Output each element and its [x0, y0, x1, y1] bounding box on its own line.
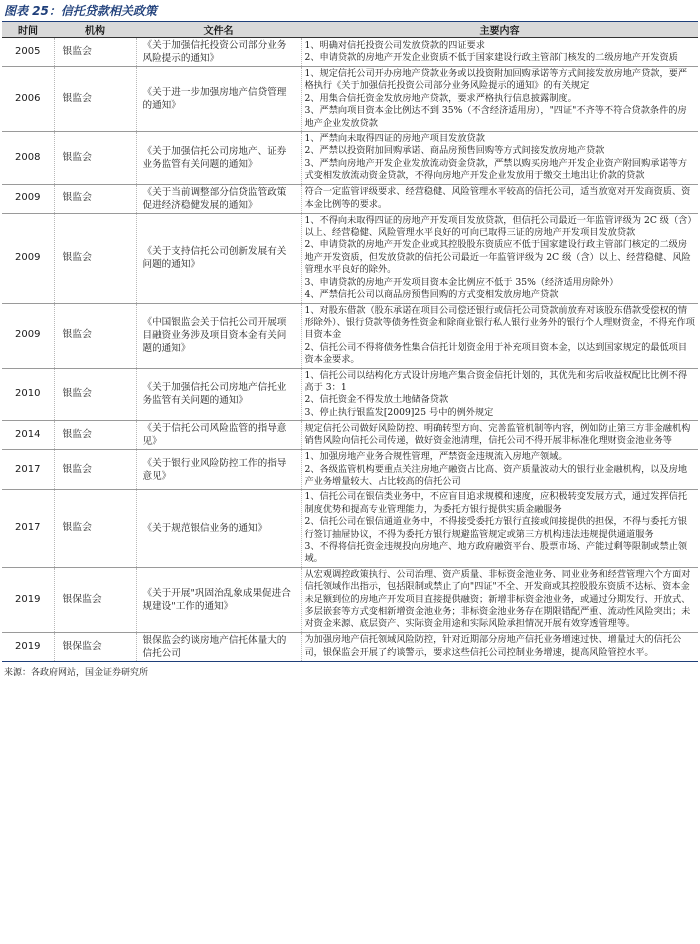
cell-org: 银监会 — [54, 67, 136, 132]
cell-content — [301, 303, 698, 368]
cell-org: 银监会 — [54, 303, 136, 368]
header-year: 时间 — [2, 22, 54, 38]
cell-doc: 《关于开展"巩固治乱象成果促进合规建设"工作的通知》 — [136, 567, 301, 632]
cell-content — [301, 450, 698, 490]
content-paragraph: 1、信托公司以结构化方式设计房地产集合资金信托计划的，其优先和劣后收益权配比比例不得高于 3：1 — [304, 369, 688, 393]
content-paragraph: 2、严禁以投资附加回购承诺、商品房预售回购等方式间接发放房地产贷款 — [304, 145, 605, 157]
cell-org: 银监会 — [54, 421, 136, 450]
cell-content — [301, 368, 698, 421]
source-note: 来源：各政府网站，国金证券研究所 — [4, 667, 149, 678]
content-paragraph: 2、各级监管机构要重点关注房地产融资占比高、资产质量波动大的银行业金融机构，以及房地产业务增量较大、占比较高的信托公司 — [304, 463, 688, 487]
cell-content — [301, 67, 698, 132]
cell-doc: 《关于进一步加强房地产信贷管理的通知》 — [136, 67, 301, 132]
table-row — [2, 632, 698, 661]
cell-doc: 《关于银行业风险防控工作的指导意见》 — [136, 450, 301, 490]
cell-year: 2010 — [2, 368, 54, 421]
cell-doc: 《中国银监会关于信托公司开展项目融资业务涉及项目资本金有关问题的通知》 — [136, 303, 301, 368]
figure-title: 图表 25：信托贷款相关政策 — [2, 0, 698, 22]
cell-org: 银监会 — [54, 490, 136, 567]
content-paragraph: 3、停止执行银监发[2009]25 号中的例外规定 — [304, 406, 494, 418]
content-paragraph: 规定信托公司做好风险防控、明确转型方向、完善监管机制等内容，例如防止第三方非金融机构销售风险向信托公司传递，做好资金池清理，信托公司不得开展非标准化理财资金池业务等 — [304, 422, 691, 447]
content-paragraph: 2、信托公司在银信通道业务中，不得接受委托方银行直接或间接提供的担保，不得与委托方银行签订抽屉协议，不得为委托方银行规避监管规定或第三方机构违法违规提供通道服务 — [304, 516, 688, 540]
content-paragraph: 2、申请贷款的房地产开发企业或其控股股东资质应不低于国家建设行政主管部门核定的二级房地产开发资质，但发放贷款的信托公司最近一年监管评级为 2C 级（含）以上、经营稳健、风险管理水平良好的除外。 — [304, 239, 691, 276]
cell-doc: 《关于支持信托公司创新发展有关问题的通知》 — [136, 213, 301, 303]
header-content: 主要内容 — [301, 22, 698, 38]
cell-content — [301, 421, 698, 450]
cell-year: 2017 — [2, 450, 54, 490]
cell-org: 银监会 — [54, 38, 136, 67]
cell-doc: 《关于加强信托公司房地产信托业务监管有关问题的通知》 — [136, 368, 301, 421]
content-paragraph: 1、信托公司在银信类业务中，不应盲目追求规模和速度，应积极转变发展方式，通过发挥信托制度优势和提高专业管理能力，为委托方银行提供实质金融服务 — [304, 491, 688, 515]
cell-content — [301, 213, 698, 303]
content-paragraph: 2、信托资金不得发放土地储备贷款 — [304, 394, 449, 406]
content-paragraph: 2、申请贷款的房地产开发企业资质不低于国家建设行政主管部门核发的二级房地产开发资质 — [304, 52, 678, 63]
table-row — [2, 132, 698, 185]
content-paragraph: 1、规定信托公司开办房地产贷款业务或以投资附加回购承诺等方式间接发放房地产贷款，要严格执行《关于加强信托投资公司部分业务风险提示的通知》的有关规定 — [304, 68, 688, 92]
table-row — [2, 490, 698, 567]
cell-doc: 《关于规范银信业务的通知》 — [136, 490, 301, 567]
table-row — [2, 303, 698, 368]
cell-org: 银监会 — [54, 132, 136, 185]
cell-year: 2005 — [2, 38, 54, 67]
table-row — [2, 421, 698, 450]
cell-doc: 《关于当前调整部分信贷监管政策促进经济稳健发展的通知》 — [136, 184, 301, 213]
policy-table — [2, 22, 698, 662]
cell-year: 2009 — [2, 303, 54, 368]
cell-org: 银保监会 — [54, 632, 136, 661]
content-paragraph: 1、加强房地产业务合规性管理，严禁资金违规流入房地产领域。 — [304, 451, 568, 463]
cell-content — [301, 632, 698, 661]
content-paragraph: 4、严禁信托公司以商品房预售回购的方式变相发放房地产贷款 — [304, 289, 559, 301]
cell-year: 2014 — [2, 421, 54, 450]
cell-doc: 《关于加强信托投资公司部分业务风险提示的通知》 — [136, 38, 301, 67]
content-paragraph: 3、严禁向项目资本金比例达不到 35%（不含经济适用房），"四证"不齐等不符合贷款条件的房地产企业发放贷款 — [304, 105, 687, 129]
report-page — [2, 0, 698, 681]
cell-year: 2019 — [2, 567, 54, 632]
table-row — [2, 184, 698, 213]
cell-content — [301, 38, 698, 67]
table-header-row — [2, 22, 698, 38]
header-org: 机构 — [54, 22, 136, 38]
cell-org: 银监会 — [54, 450, 136, 490]
cell-year: 2006 — [2, 67, 54, 132]
table-row — [2, 38, 698, 67]
cell-org: 银监会 — [54, 368, 136, 421]
content-paragraph: 2、用集合信托资金发放房地产贷款，要求严格执行信息披露制度。 — [304, 92, 577, 104]
cell-org: 银保监会 — [54, 567, 136, 632]
content-paragraph: 1、明确对信托投资公司发放贷款的四证要求 — [304, 39, 485, 51]
table-row — [2, 450, 698, 490]
cell-year: 2008 — [2, 132, 54, 185]
table-row — [2, 213, 698, 303]
cell-year: 2017 — [2, 490, 54, 567]
cell-content — [301, 132, 698, 185]
cell-content — [301, 567, 698, 632]
table-body — [2, 38, 698, 662]
content-paragraph: 3、不得将信托资金违规投向房地产、地方政府融资平台、股票市场、产能过剩等限制或禁止领域。 — [304, 541, 688, 565]
content-paragraph: 3、申请贷款的房地产开发项目资本金比例应不低于 35%（经济适用房除外） — [304, 276, 619, 288]
cell-content — [301, 490, 698, 567]
cell-doc: 《关于信托公司风险监管的指导意见》 — [136, 421, 301, 450]
cell-org: 银监会 — [54, 184, 136, 213]
content-paragraph: 为加强房地产信托领域风险防控，针对近期部分房地产信托业务增速过快、增量过大的信托公司，银保监会开展了约谈警示，要求这些信托公司控制业务增速，提高风险管控水平。 — [304, 634, 682, 658]
content-paragraph: 3、严禁向房地产开发企业发放流动资金贷款，严禁以购买房地产开发企业资产附回购承诺等方式变相发放流动资金贷款，不得向房地产开发企业发放用于缴交土地出让价款的贷款 — [304, 157, 688, 182]
content-paragraph: 从宏观调控政策执行、公司治理、资产质量、非标资金池业务、同业业务和经营管理六个方面对信托领域作出指示，包括限制或禁止了向"四证"不全、开发商或其控股股东资质不达标、资本金未足额到位的房地产开发项目直接提供融资；新增非标资金池业务，或通过分期发行、开放式、多层嵌套等方式变相新增资金池业务；非标资金池业务存在期限错配严重、流动性风险突出；未对资金来源、底层资产、实际资金用途和实际风险承担情况开展有效穿透管理等。 — [304, 568, 691, 630]
table-row — [2, 567, 698, 632]
cell-doc: 《关于加强信托公司房地产、证券业务监管有关问题的通知》 — [136, 132, 301, 185]
content-paragraph: 2、信托公司不得将债务性集合信托计划资金用于补充项目资本金，以达到国家规定的最低项目资本金要求。 — [304, 341, 688, 366]
cell-year: 2009 — [2, 184, 54, 213]
content-paragraph: 符合一定监管评级要求、经营稳健、风险管理水平较高的信托公司，适当放宽对开发商资质、资本金比例等的要求。 — [304, 186, 691, 210]
content-paragraph: 1、严禁向未取得四证的房地产项目发放贷款 — [304, 133, 485, 145]
content-paragraph: 1、不得向未取得四证的房地产开发项目发放贷款，但信托公司最近一年监管评级为 2C 级（含）以上、经营稳健、风险管理水平良好的可向已取得三证的房地产开发项目发放贷款 — [304, 214, 692, 239]
cell-org: 银监会 — [54, 213, 136, 303]
table-row — [2, 67, 698, 132]
cell-content — [301, 184, 698, 213]
cell-year: 2009 — [2, 213, 54, 303]
header-doc: 文件名 — [136, 22, 301, 38]
table-row — [2, 368, 698, 421]
cell-year: 2019 — [2, 632, 54, 661]
cell-doc: 银保监会约谈房地产信托体量大的信托公司 — [136, 632, 301, 661]
content-paragraph: 1、对股东借款（股东承诺在项目公司偿还银行或信托公司贷款前放弃对该股东借款受偿权的情形除外）、银行贷款等债务性资金和除商业银行私人银行业务外的银行个人理财资金，不得充作项目资本金 — [304, 304, 695, 341]
